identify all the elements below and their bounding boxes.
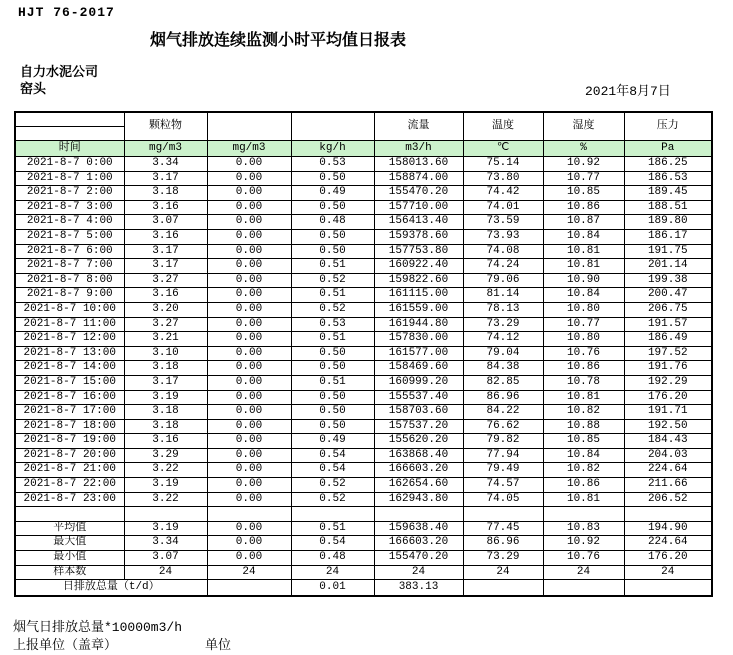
summary-value-cell: 10.92 bbox=[543, 536, 624, 551]
table-row bbox=[15, 186, 712, 201]
summary-value-cell: 10.76 bbox=[543, 551, 624, 566]
time-cell: 2021-8-7 11:00 bbox=[15, 317, 124, 332]
value-cell: 82.85 bbox=[463, 375, 543, 390]
summary-row bbox=[15, 536, 712, 551]
summary-label-cell: 样本数 bbox=[15, 565, 124, 580]
value-cell: 0.50 bbox=[291, 200, 374, 215]
daily-total-value-cell bbox=[624, 580, 712, 597]
value-cell: 3.16 bbox=[124, 200, 207, 215]
table-row bbox=[15, 215, 712, 230]
value-cell: 10.77 bbox=[543, 317, 624, 332]
value-cell: 0.51 bbox=[291, 375, 374, 390]
value-cell: 3.22 bbox=[124, 463, 207, 478]
table-row bbox=[15, 200, 712, 215]
summary-value-cell: 10.83 bbox=[543, 521, 624, 536]
value-cell: 0.00 bbox=[207, 288, 291, 303]
value-cell: 10.84 bbox=[543, 229, 624, 244]
time-cell: 2021-8-7 2:00 bbox=[15, 186, 124, 201]
value-cell: 0.53 bbox=[291, 317, 374, 332]
table-row bbox=[15, 405, 712, 420]
value-cell: 161115.00 bbox=[374, 288, 463, 303]
value-cell: 200.47 bbox=[624, 288, 712, 303]
value-cell: 0.50 bbox=[291, 346, 374, 361]
value-cell: 3.21 bbox=[124, 332, 207, 347]
value-cell: 73.80 bbox=[463, 171, 543, 186]
value-cell: 155620.20 bbox=[374, 434, 463, 449]
value-cell: 10.81 bbox=[543, 259, 624, 274]
value-cell: 0.53 bbox=[291, 157, 374, 172]
value-cell: 156413.40 bbox=[374, 215, 463, 230]
value-cell: 0.51 bbox=[291, 332, 374, 347]
value-cell: 189.80 bbox=[624, 215, 712, 230]
time-cell: 2021-8-7 17:00 bbox=[15, 405, 124, 420]
empty-cell bbox=[624, 507, 712, 522]
value-cell: 0.50 bbox=[291, 229, 374, 244]
table-row bbox=[15, 288, 712, 303]
value-cell: 0.00 bbox=[207, 200, 291, 215]
summary-value-cell: 24 bbox=[624, 565, 712, 580]
time-cell: 2021-8-7 1:00 bbox=[15, 171, 124, 186]
value-cell: 186.25 bbox=[624, 157, 712, 172]
value-cell: 206.52 bbox=[624, 492, 712, 507]
time-cell: 2021-8-7 13:00 bbox=[15, 346, 124, 361]
value-cell: 201.14 bbox=[624, 259, 712, 274]
time-cell: 2021-8-7 4:00 bbox=[15, 215, 124, 230]
time-cell: 2021-8-7 20:00 bbox=[15, 448, 124, 463]
value-cell: 74.08 bbox=[463, 244, 543, 259]
empty-cell bbox=[543, 507, 624, 522]
value-cell: 0.48 bbox=[291, 215, 374, 230]
report-date: 2021年8月7日 bbox=[585, 84, 671, 99]
time-cell: 2021-8-7 5:00 bbox=[15, 229, 124, 244]
value-cell: 192.29 bbox=[624, 375, 712, 390]
time-column-header: 时间 bbox=[15, 141, 124, 157]
time-cell: 2021-8-7 18:00 bbox=[15, 419, 124, 434]
value-cell: 10.82 bbox=[543, 463, 624, 478]
unit-cell: % bbox=[543, 141, 624, 157]
summary-row bbox=[15, 551, 712, 566]
value-cell: 75.14 bbox=[463, 157, 543, 172]
value-cell: 79.06 bbox=[463, 273, 543, 288]
value-cell: 157710.00 bbox=[374, 200, 463, 215]
value-cell: 3.18 bbox=[124, 405, 207, 420]
value-cell: 84.22 bbox=[463, 405, 543, 420]
value-cell: 73.59 bbox=[463, 215, 543, 230]
time-cell: 2021-8-7 7:00 bbox=[15, 259, 124, 274]
value-cell: 191.76 bbox=[624, 361, 712, 376]
value-cell: 160922.40 bbox=[374, 259, 463, 274]
time-cell: 2021-8-7 9:00 bbox=[15, 288, 124, 303]
value-cell: 3.17 bbox=[124, 171, 207, 186]
value-cell: 3.18 bbox=[124, 419, 207, 434]
value-cell: 159378.60 bbox=[374, 229, 463, 244]
value-cell: 155537.40 bbox=[374, 390, 463, 405]
value-cell: 162943.80 bbox=[374, 492, 463, 507]
corner-cell-top bbox=[15, 112, 124, 127]
value-cell: 10.80 bbox=[543, 332, 624, 347]
header-temperature: 温度 bbox=[463, 112, 543, 141]
value-cell: 3.17 bbox=[124, 375, 207, 390]
value-cell: 0.52 bbox=[291, 478, 374, 493]
unit-cell: ℃ bbox=[463, 141, 543, 157]
value-cell: 192.50 bbox=[624, 419, 712, 434]
value-cell: 10.90 bbox=[543, 273, 624, 288]
hrow bbox=[15, 112, 712, 127]
value-cell: 10.81 bbox=[543, 390, 624, 405]
value-cell: 0.00 bbox=[207, 157, 291, 172]
summary-value-cell: 24 bbox=[463, 565, 543, 580]
value-cell: 184.43 bbox=[624, 434, 712, 449]
table-row bbox=[15, 157, 712, 172]
value-cell: 3.10 bbox=[124, 346, 207, 361]
value-cell: 10.76 bbox=[543, 346, 624, 361]
reporting-unit-label: 上报单位（盖章） bbox=[13, 638, 118, 653]
report-title: 烟气排放连续监测小时平均值日报表 bbox=[149, 32, 406, 50]
summary-value-cell: 0.48 bbox=[291, 551, 374, 566]
value-cell: 157753.80 bbox=[374, 244, 463, 259]
table-row bbox=[15, 463, 712, 478]
value-cell: 0.50 bbox=[291, 361, 374, 376]
table-row bbox=[15, 434, 712, 449]
summary-value-cell: 24 bbox=[291, 565, 374, 580]
summary-value-cell: 24 bbox=[207, 565, 291, 580]
value-cell: 10.85 bbox=[543, 186, 624, 201]
summary-value-cell: 0.00 bbox=[207, 536, 291, 551]
value-cell: 3.20 bbox=[124, 302, 207, 317]
table-row bbox=[15, 302, 712, 317]
value-cell: 191.75 bbox=[624, 244, 712, 259]
value-cell: 0.00 bbox=[207, 317, 291, 332]
time-cell: 2021-8-7 10:00 bbox=[15, 302, 124, 317]
value-cell: 157830.00 bbox=[374, 332, 463, 347]
value-cell: 0.00 bbox=[207, 332, 291, 347]
daily-total-value-cell: 383.13 bbox=[374, 580, 463, 597]
time-cell: 2021-8-7 23:00 bbox=[15, 492, 124, 507]
value-cell: 0.00 bbox=[207, 463, 291, 478]
unit-cell: m3/h bbox=[374, 141, 463, 157]
corner-cell-bottom bbox=[15, 127, 124, 141]
time-cell: 2021-8-7 19:00 bbox=[15, 434, 124, 449]
value-cell: 0.00 bbox=[207, 229, 291, 244]
table-row bbox=[15, 317, 712, 332]
table-row bbox=[15, 361, 712, 376]
daily-total-value-cell bbox=[543, 580, 624, 597]
value-cell: 3.16 bbox=[124, 288, 207, 303]
value-cell: 0.50 bbox=[291, 419, 374, 434]
value-cell: 191.71 bbox=[624, 405, 712, 420]
value-cell: 186.49 bbox=[624, 332, 712, 347]
value-cell: 0.00 bbox=[207, 390, 291, 405]
unit-cell: mg/m3 bbox=[207, 141, 291, 157]
time-cell: 2021-8-7 6:00 bbox=[15, 244, 124, 259]
value-cell: 155470.20 bbox=[374, 186, 463, 201]
value-cell: 0.52 bbox=[291, 492, 374, 507]
value-cell: 3.16 bbox=[124, 434, 207, 449]
value-cell: 161944.80 bbox=[374, 317, 463, 332]
value-cell: 10.86 bbox=[543, 478, 624, 493]
value-cell: 0.00 bbox=[207, 259, 291, 274]
summary-value-cell: 24 bbox=[543, 565, 624, 580]
summary-row bbox=[15, 521, 712, 536]
unit-cell: kg/h bbox=[291, 141, 374, 157]
table-row bbox=[15, 259, 712, 274]
summary-value-cell: 86.96 bbox=[463, 536, 543, 551]
value-cell: 211.66 bbox=[624, 478, 712, 493]
empty-cell bbox=[124, 507, 207, 522]
value-cell: 77.94 bbox=[463, 448, 543, 463]
value-cell: 3.18 bbox=[124, 361, 207, 376]
report-table-body bbox=[15, 112, 712, 596]
value-cell: 160999.20 bbox=[374, 375, 463, 390]
value-cell: 186.53 bbox=[624, 171, 712, 186]
summary-value-cell: 73.29 bbox=[463, 551, 543, 566]
value-cell: 159822.60 bbox=[374, 273, 463, 288]
value-cell: 74.24 bbox=[463, 259, 543, 274]
value-cell: 199.38 bbox=[624, 273, 712, 288]
value-cell: 78.13 bbox=[463, 302, 543, 317]
value-cell: 188.51 bbox=[624, 200, 712, 215]
summary-value-cell: 0.00 bbox=[207, 521, 291, 536]
value-cell: 3.07 bbox=[124, 215, 207, 230]
summary-value-cell: 159638.40 bbox=[374, 521, 463, 536]
value-cell: 84.38 bbox=[463, 361, 543, 376]
value-cell: 0.54 bbox=[291, 448, 374, 463]
value-cell: 158874.00 bbox=[374, 171, 463, 186]
summary-value-cell: 24 bbox=[374, 565, 463, 580]
value-cell: 0.00 bbox=[207, 273, 291, 288]
empty-cell bbox=[463, 507, 543, 522]
table-row bbox=[15, 478, 712, 493]
value-cell: 3.17 bbox=[124, 244, 207, 259]
value-cell: 204.03 bbox=[624, 448, 712, 463]
table-row bbox=[15, 244, 712, 259]
table-row bbox=[15, 273, 712, 288]
value-cell: 0.50 bbox=[291, 244, 374, 259]
time-cell: 2021-8-7 15:00 bbox=[15, 375, 124, 390]
value-cell: 158469.60 bbox=[374, 361, 463, 376]
daily-total-value-cell bbox=[207, 580, 291, 597]
unit-label: 单位 bbox=[205, 638, 232, 653]
table-row bbox=[15, 171, 712, 186]
value-cell: 0.50 bbox=[291, 390, 374, 405]
time-cell: 2021-8-7 16:00 bbox=[15, 390, 124, 405]
value-cell: 224.64 bbox=[624, 463, 712, 478]
value-cell: 0.54 bbox=[291, 463, 374, 478]
table-row bbox=[15, 492, 712, 507]
value-cell: 3.27 bbox=[124, 273, 207, 288]
summary-label-cell: 最大值 bbox=[15, 536, 124, 551]
value-cell: 0.00 bbox=[207, 448, 291, 463]
daily-total-label: 日排放总量（t/d） bbox=[15, 580, 207, 597]
time-cell: 2021-8-7 14:00 bbox=[15, 361, 124, 376]
value-cell: 10.87 bbox=[543, 215, 624, 230]
value-cell: 79.04 bbox=[463, 346, 543, 361]
value-cell: 158013.60 bbox=[374, 157, 463, 172]
time-cell: 2021-8-7 22:00 bbox=[15, 478, 124, 493]
value-cell: 86.96 bbox=[463, 390, 543, 405]
value-cell: 10.92 bbox=[543, 157, 624, 172]
value-cell: 166603.20 bbox=[374, 463, 463, 478]
value-cell: 0.00 bbox=[207, 375, 291, 390]
value-cell: 176.20 bbox=[624, 390, 712, 405]
value-cell: 10.88 bbox=[543, 419, 624, 434]
value-cell: 0.49 bbox=[291, 434, 374, 449]
daily-total-value-cell bbox=[463, 580, 543, 597]
header-pressure: 压力 bbox=[624, 112, 712, 141]
value-cell: 0.00 bbox=[207, 346, 291, 361]
value-cell: 10.81 bbox=[543, 492, 624, 507]
value-cell: 10.78 bbox=[543, 375, 624, 390]
value-cell: 157537.20 bbox=[374, 419, 463, 434]
table-row bbox=[15, 390, 712, 405]
summary-value-cell: 0.51 bbox=[291, 521, 374, 536]
summary-value-cell: 176.20 bbox=[624, 551, 712, 566]
company-name: 自力水泥公司 bbox=[20, 65, 99, 80]
empty-row bbox=[15, 507, 712, 522]
time-cell: 2021-8-7 8:00 bbox=[15, 273, 124, 288]
value-cell: 191.57 bbox=[624, 317, 712, 332]
report-table bbox=[14, 111, 713, 597]
value-cell: 3.19 bbox=[124, 478, 207, 493]
summary-value-cell: 3.19 bbox=[124, 521, 207, 536]
time-cell: 2021-8-7 12:00 bbox=[15, 332, 124, 347]
value-cell: 158703.60 bbox=[374, 405, 463, 420]
summary-value-cell: 3.07 bbox=[124, 551, 207, 566]
value-cell: 0.52 bbox=[291, 273, 374, 288]
value-cell: 189.45 bbox=[624, 186, 712, 201]
summary-label-cell: 平均值 bbox=[15, 521, 124, 536]
flow-total-note: 烟气日排放总量*10000m3/h bbox=[13, 620, 183, 635]
header-blank-1 bbox=[207, 112, 291, 141]
value-cell: 74.42 bbox=[463, 186, 543, 201]
value-cell: 3.27 bbox=[124, 317, 207, 332]
value-cell: 206.75 bbox=[624, 302, 712, 317]
value-cell: 76.62 bbox=[463, 419, 543, 434]
value-cell: 73.93 bbox=[463, 229, 543, 244]
value-cell: 3.18 bbox=[124, 186, 207, 201]
value-cell: 0.51 bbox=[291, 259, 374, 274]
value-cell: 163868.40 bbox=[374, 448, 463, 463]
value-cell: 81.14 bbox=[463, 288, 543, 303]
summary-value-cell: 194.90 bbox=[624, 521, 712, 536]
unit-cell: mg/m3 bbox=[124, 141, 207, 157]
summary-value-cell: 155470.20 bbox=[374, 551, 463, 566]
value-cell: 10.85 bbox=[543, 434, 624, 449]
value-cell: 0.00 bbox=[207, 171, 291, 186]
value-cell: 10.84 bbox=[543, 448, 624, 463]
value-cell: 3.19 bbox=[124, 390, 207, 405]
value-cell: 10.80 bbox=[543, 302, 624, 317]
empty-cell bbox=[374, 507, 463, 522]
value-cell: 10.82 bbox=[543, 405, 624, 420]
value-cell: 10.81 bbox=[543, 244, 624, 259]
value-cell: 0.00 bbox=[207, 419, 291, 434]
value-cell: 0.00 bbox=[207, 244, 291, 259]
table-row bbox=[15, 229, 712, 244]
summary-value-cell: 24 bbox=[124, 565, 207, 580]
unit-cell: Pa bbox=[624, 141, 712, 157]
value-cell: 0.00 bbox=[207, 361, 291, 376]
value-cell: 3.17 bbox=[124, 259, 207, 274]
value-cell: 0.00 bbox=[207, 434, 291, 449]
value-cell: 161559.00 bbox=[374, 302, 463, 317]
header-flow: 流量 bbox=[374, 112, 463, 141]
value-cell: 10.84 bbox=[543, 288, 624, 303]
value-cell: 186.17 bbox=[624, 229, 712, 244]
summary-value-cell: 166603.20 bbox=[374, 536, 463, 551]
header-blank-2 bbox=[291, 112, 374, 141]
value-cell: 161577.00 bbox=[374, 346, 463, 361]
value-cell: 10.86 bbox=[543, 361, 624, 376]
value-cell: 10.77 bbox=[543, 171, 624, 186]
time-cell: 2021-8-7 3:00 bbox=[15, 200, 124, 215]
table-row bbox=[15, 448, 712, 463]
value-cell: 10.86 bbox=[543, 200, 624, 215]
value-cell: 74.57 bbox=[463, 478, 543, 493]
table-row bbox=[15, 332, 712, 347]
value-cell: 0.50 bbox=[291, 171, 374, 186]
header-particulate: 颗粒物 bbox=[124, 112, 207, 141]
table-row bbox=[15, 375, 712, 390]
value-cell: 79.82 bbox=[463, 434, 543, 449]
empty-cell bbox=[207, 507, 291, 522]
total-row bbox=[15, 580, 712, 597]
value-cell: 3.16 bbox=[124, 229, 207, 244]
value-cell: 0.00 bbox=[207, 492, 291, 507]
time-cell: 2021-8-7 0:00 bbox=[15, 157, 124, 172]
value-cell: 3.22 bbox=[124, 492, 207, 507]
value-cell: 0.00 bbox=[207, 215, 291, 230]
value-cell: 74.12 bbox=[463, 332, 543, 347]
value-cell: 79.49 bbox=[463, 463, 543, 478]
value-cell: 0.00 bbox=[207, 405, 291, 420]
summary-value-cell: 0.00 bbox=[207, 551, 291, 566]
empty-cell bbox=[291, 507, 374, 522]
empty-cell bbox=[15, 507, 124, 522]
value-cell: 0.00 bbox=[207, 186, 291, 201]
value-cell: 3.34 bbox=[124, 157, 207, 172]
summary-value-cell: 0.54 bbox=[291, 536, 374, 551]
station-name: 窑头 bbox=[20, 82, 47, 97]
value-cell: 3.29 bbox=[124, 448, 207, 463]
value-cell: 73.29 bbox=[463, 317, 543, 332]
value-cell: 74.05 bbox=[463, 492, 543, 507]
value-cell: 162654.60 bbox=[374, 478, 463, 493]
value-cell: 0.50 bbox=[291, 405, 374, 420]
value-cell: 0.52 bbox=[291, 302, 374, 317]
summary-row bbox=[15, 565, 712, 580]
table-row bbox=[15, 346, 712, 361]
standard-number: HJT 76-2017 bbox=[18, 5, 115, 20]
value-cell: 0.00 bbox=[207, 478, 291, 493]
value-cell: 197.52 bbox=[624, 346, 712, 361]
summary-label-cell: 最小值 bbox=[15, 551, 124, 566]
value-cell: 0.49 bbox=[291, 186, 374, 201]
summary-value-cell: 77.45 bbox=[463, 521, 543, 536]
value-cell: 74.01 bbox=[463, 200, 543, 215]
value-cell: 0.00 bbox=[207, 302, 291, 317]
unit-row bbox=[15, 141, 712, 157]
summary-value-cell: 224.64 bbox=[624, 536, 712, 551]
table-row bbox=[15, 419, 712, 434]
daily-total-value-cell: 0.01 bbox=[291, 580, 374, 597]
time-cell: 2021-8-7 21:00 bbox=[15, 463, 124, 478]
summary-value-cell: 3.34 bbox=[124, 536, 207, 551]
value-cell: 0.51 bbox=[291, 288, 374, 303]
header-humidity: 湿度 bbox=[543, 112, 624, 141]
